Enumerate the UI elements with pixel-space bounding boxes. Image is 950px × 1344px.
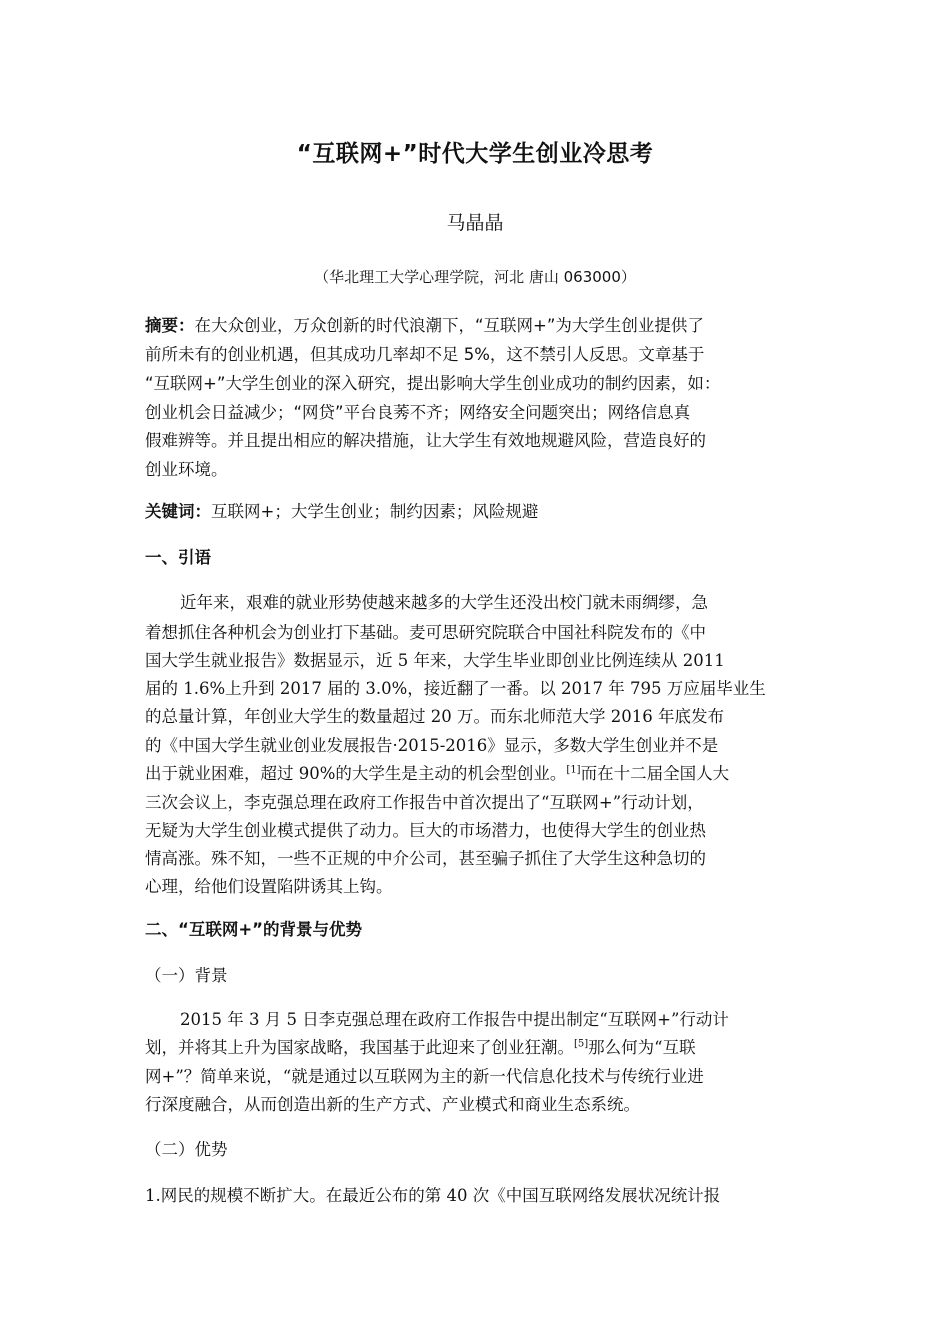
- intro-line-7-text-b: 而在十二届全国人大: [580, 764, 730, 783]
- intro-line-1: 近年来，艰难的就业形势使越来越多的大学生还没出校门就未雨绸缪，急: [180, 593, 708, 612]
- paper-title: “互联网+”时代大学生创业冷思考: [296, 141, 654, 167]
- intro-line-8: 三次会议上，李克强总理在政府工作报告中首次提出了“互联网+”行动计划，: [145, 793, 704, 812]
- abstract-line-6: 创业环境。: [145, 460, 228, 479]
- background-line-2-text-b: 那么何为“互联: [588, 1038, 696, 1057]
- section-heading-intro: 一、引语: [145, 548, 211, 567]
- intro-line-5: 的总量计算，年创业大学生的数量超过 20 万。而东北师范大学 2016 年底发布: [145, 707, 724, 726]
- keywords-label: 关键词：: [145, 502, 211, 521]
- abstract-line-3: “互联网+”大学生创业的深入研究，提出影响大学生创业成功的制约因素，如：: [145, 374, 721, 393]
- intro-line-6: 的《中国大学生就业创业发展报告·2015-2016》显示，多数大学生创业并不是: [145, 736, 719, 755]
- keywords-text: 互联网+；大学生创业；制约因素；风险规避: [211, 502, 539, 521]
- background-line-4: 行深度融合，从而创造出新的生产方式、产业模式和商业生态系统。: [145, 1095, 640, 1114]
- abstract-line-5: 假难辨等。并且提出相应的解决措施，让大学生有效地规避风险，营造良好的: [145, 431, 706, 450]
- author-name: 马晶晶: [446, 212, 504, 234]
- keywords: [145, 498, 810, 522]
- section-heading-background: 二、“互联网+”的背景与优势: [145, 920, 363, 939]
- intro-line-7-text-a: 出于就业困难，超过 90%的大学生是主动的机会型创业。: [145, 764, 567, 783]
- abstract-label: 摘要：: [145, 316, 195, 335]
- abstract-line-4: 创业机会日益减少；“网贷”平台良莠不齐；网络安全问题突出；网络信息真: [145, 403, 691, 422]
- subsection-heading-advantages: （二）优势: [145, 1140, 228, 1159]
- abstract-line-2: 前所未有的创业机遇，但其成功几率却不足 5%，这不禁引人反思。文章基于: [145, 345, 705, 364]
- citation-1: [1]: [566, 764, 581, 776]
- intro-line-9: 无疑为大学生创业模式提供了动力。巨大的市场潜力，也使得大学生的创业热: [145, 821, 706, 840]
- advantage-item-1: 1.网民的规模不断扩大。在最近公布的第 40 次《中国互联网络发展状况统计报: [145, 1186, 721, 1205]
- background-line-1: 2015 年 3 月 5 日李克强总理在政府工作报告中提出制定“互联网+”行动计: [180, 1010, 729, 1029]
- author-affiliation: （华北理工大学心理学院，河北 唐山 063000）: [314, 268, 636, 286]
- background-line-3: 网+”？简单来说，“就是通过以互联网为主的新一代信息化技术与传统行业进: [145, 1067, 704, 1086]
- intro-line-7: [145, 760, 810, 784]
- intro-line-10: 情高涨。殊不知，一些不正规的中介公司，甚至骗子抓住了大学生这种急切的: [145, 849, 706, 868]
- abstract-text: 在大众创业，万众创新的时代浪潮下，“互联网+”为大学生创业提供了: [194, 316, 704, 335]
- abstract-line-1: [145, 312, 810, 336]
- intro-line-3: 国大学生就业报告》数据显示，近 5 年来，大学生毕业即创业比例连续从 2011: [145, 651, 725, 670]
- subsection-heading-background: （一）背景: [145, 966, 228, 985]
- intro-line-2: 着想抓住各种机会为创业打下基础。麦可思研究院联合中国社科院发布的《中: [145, 623, 706, 642]
- citation-5: [5]: [574, 1038, 589, 1050]
- background-line-2-text-a: 划，并将其上升为国家战略，我国基于此迎来了创业狂潮。: [145, 1038, 574, 1057]
- intro-line-4: 届的 1.6%上升到 2017 届的 3.0%，接近翻了一番。以 2017 年 795 万应届毕业生: [145, 679, 766, 698]
- intro-line-11: 心理，给他们设置陷阱诱其上钩。: [145, 877, 393, 896]
- background-line-2: [145, 1034, 810, 1058]
